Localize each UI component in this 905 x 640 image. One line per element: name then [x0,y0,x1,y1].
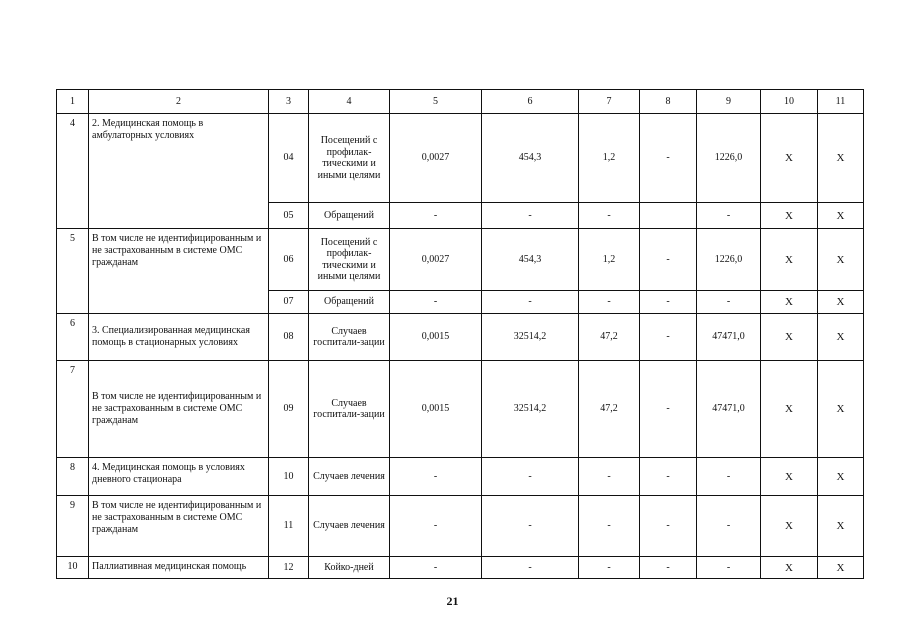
row-description: В том числе не идентифицированным и не застрахованным в системе ОМС гражданам [89,361,269,458]
row-code: 06 [269,229,309,291]
value-cell: X [761,291,818,314]
value-cell: - [640,314,697,361]
col-header: 8 [640,90,697,114]
value-cell: X [818,291,864,314]
value-cell [640,203,697,229]
value-cell: 454,3 [482,229,579,291]
value-cell: - [640,496,697,557]
value-cell: - [579,291,640,314]
value-cell: X [818,229,864,291]
header-row [57,90,864,114]
value-cell: - [697,291,761,314]
col-header: 3 [269,90,309,114]
value-cell: - [640,114,697,203]
value-cell: - [482,557,579,579]
value-cell: 454,3 [482,114,579,203]
value-cell: - [482,458,579,496]
row-description: 3. Специализированная медицинская помощь в стационарных условиях [89,314,269,361]
value-cell: - [640,361,697,458]
row-description: 2. Медицинская помощь в амбулаторных условиях [89,114,269,229]
value-cell: 47471,0 [697,361,761,458]
value-cell: 1,2 [579,114,640,203]
col-header: 5 [390,90,482,114]
value-cell: - [390,458,482,496]
unit-cell: Обращений [309,203,390,229]
col-header: 6 [482,90,579,114]
value-cell: X [761,114,818,203]
row-number: 5 [57,229,89,314]
value-cell: - [640,458,697,496]
row-code: 11 [269,496,309,557]
value-cell: - [640,291,697,314]
value-cell: 47471,0 [697,314,761,361]
value-cell: - [579,557,640,579]
value-cell: - [390,291,482,314]
row-code: 05 [269,203,309,229]
table-row [57,557,864,579]
value-cell: X [818,203,864,229]
table-row [57,114,864,203]
value-cell: - [579,496,640,557]
table-row [57,314,864,361]
col-header: 11 [818,90,864,114]
value-cell: - [697,496,761,557]
unit-cell: Случаев лечения [309,458,390,496]
col-header: 1 [57,90,89,114]
value-cell: - [697,458,761,496]
row-number: 9 [57,496,89,557]
table-row [57,458,864,496]
row-description: 4. Медицинская помощь в условиях дневного стационара [89,458,269,496]
unit-cell: Койко-дней [309,557,390,579]
table-row [57,496,864,557]
unit-cell: Случаев лечения [309,496,390,557]
value-cell: - [482,203,579,229]
value-cell: X [761,229,818,291]
value-cell: X [818,496,864,557]
value-cell: - [640,557,697,579]
value-cell: 0,0015 [390,361,482,458]
col-header: 2 [89,90,269,114]
value-cell: X [761,314,818,361]
value-cell: - [579,458,640,496]
value-cell: 0,0015 [390,314,482,361]
row-number: 7 [57,361,89,458]
value-cell: - [579,203,640,229]
value-cell: - [390,557,482,579]
col-header: 9 [697,90,761,114]
value-cell: X [818,314,864,361]
col-header: 7 [579,90,640,114]
value-cell: X [818,458,864,496]
value-cell: - [482,496,579,557]
unit-cell: Обращений [309,291,390,314]
value-cell: 1,2 [579,229,640,291]
value-cell: - [697,557,761,579]
table-row [57,229,864,291]
value-cell: - [697,203,761,229]
row-code: 07 [269,291,309,314]
value-cell: X [818,557,864,579]
value-cell: 47,2 [579,361,640,458]
row-number: 10 [57,557,89,579]
value-cell: - [640,229,697,291]
page-number: 21 [446,594,459,608]
unit-cell: Посещений с профилак-тическими и иными целями [309,114,390,203]
value-cell: 32514,2 [482,314,579,361]
value-cell: 0,0027 [390,114,482,203]
row-code: 08 [269,314,309,361]
value-cell: X [761,458,818,496]
value-cell: 32514,2 [482,361,579,458]
value-cell: X [761,203,818,229]
value-cell: 1226,0 [697,114,761,203]
value-cell: - [482,291,579,314]
value-cell: - [390,496,482,557]
row-code: 04 [269,114,309,203]
value-cell: X [761,557,818,579]
row-description: В том числе не идентифицированным и не застрахованным в системе ОМС гражданам [89,229,269,314]
row-code: 10 [269,458,309,496]
value-cell: - [390,203,482,229]
value-cell: X [761,361,818,458]
row-number: 6 [57,314,89,361]
row-code: 09 [269,361,309,458]
row-code: 12 [269,557,309,579]
col-header: 10 [761,90,818,114]
value-cell: 47,2 [579,314,640,361]
value-cell: 0,0027 [390,229,482,291]
unit-cell: Случаев госпитали-зации [309,361,390,458]
row-description: В том числе не идентифицированным и не застрахованным в системе ОМС гражданам [89,496,269,557]
value-cell: 1226,0 [697,229,761,291]
value-cell: X [761,496,818,557]
row-number: 4 [57,114,89,229]
data-table [56,89,864,579]
unit-cell: Посещений с профилак-тическими и иными целями [309,229,390,291]
value-cell: X [818,114,864,203]
unit-cell: Случаев госпитали-зации [309,314,390,361]
value-cell: X [818,361,864,458]
row-description: Паллиативная медицинская помощь [89,557,269,579]
col-header: 4 [309,90,390,114]
table-row [57,361,864,458]
row-number: 8 [57,458,89,496]
